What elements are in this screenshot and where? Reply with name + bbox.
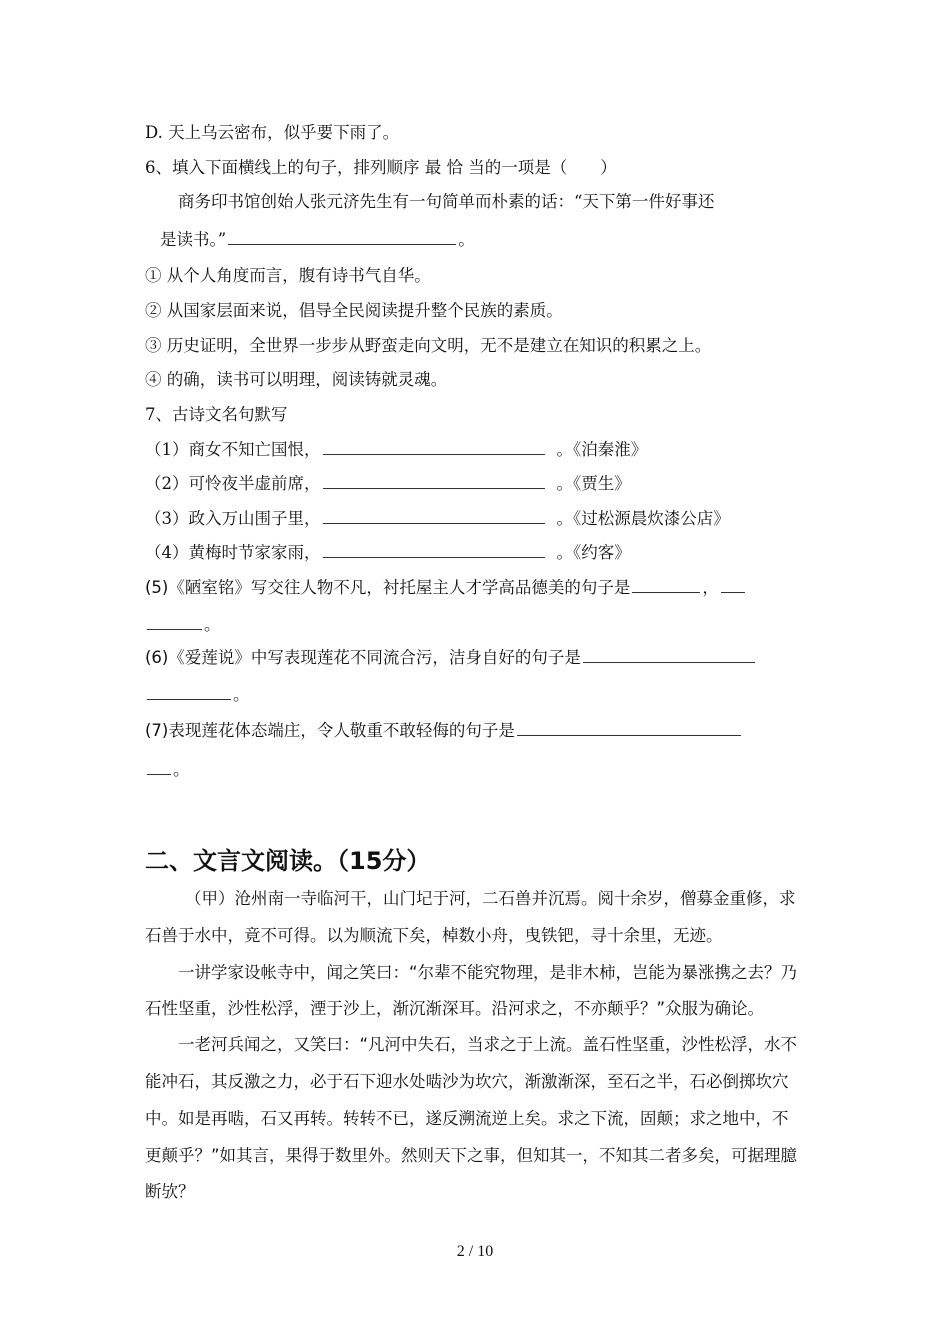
answer-blank[interactable] xyxy=(323,541,545,558)
item-period: 。 xyxy=(173,760,190,779)
item-prompt: （2）可怜夜半虚前席， xyxy=(145,474,321,493)
answer-blank[interactable] xyxy=(323,438,545,455)
item-source: 。《泊秦淮》 xyxy=(556,440,648,459)
answer-blank[interactable] xyxy=(147,758,171,775)
question-6-passage-line2 xyxy=(160,228,475,251)
question-6-option-1: ① 从个人角度而言，腹有诗书气自华。 xyxy=(145,266,431,285)
answer-blank[interactable] xyxy=(147,613,202,630)
item-prompt: （4）黄梅时节家家雨， xyxy=(145,543,321,562)
item-period: 。 xyxy=(233,685,250,704)
question-7-item-3 xyxy=(145,507,730,530)
answer-blank[interactable] xyxy=(632,576,700,593)
passage-p2-line2: 石性坚重，沙性松浮，湮于沙上，渐沉渐深耳。沿河求之，不亦颠乎？”众服为确论。 xyxy=(145,999,765,1018)
option-d: D. 天上乌云密布，似乎要下雨了。 xyxy=(145,123,400,142)
passage-p3-line3: 中。如是再啮，石又再转。转转不已，遂反溯流逆上矣。求之下流，固颠；求之地中，不 xyxy=(145,1109,789,1128)
question-6-title: 6、填入下面横线上的句子，排列顺序 最 恰 当的一项是（ ） xyxy=(145,158,617,177)
question-7-item-5 xyxy=(145,576,747,599)
item-prompt: (5)《陋室铭》写交往人物不凡，衬托屋主人才学高品德美的句子是 xyxy=(145,578,631,597)
question-7-item-4 xyxy=(145,541,631,564)
answer-blank[interactable] xyxy=(721,576,745,593)
passage-p1-line2: 石兽于水中，竟不可得。以为顺流下矣，棹数小舟，曳铁钯，寻十余里，无迹。 xyxy=(145,926,723,945)
question-6-passage-line1: 商务印书馆创始人张元济先生有一句简单而朴素的话：“天下第一件好事还 xyxy=(178,192,715,211)
passage-p1-line1: （甲）沧州南一寺临河干，山门圮于河，二石兽并沉焉。阅十余岁，僧募金重修，求 xyxy=(185,889,796,908)
passage-p3-line5: 断欤？ xyxy=(145,1182,195,1201)
answer-blank[interactable] xyxy=(147,683,231,700)
answer-blank[interactable] xyxy=(228,228,456,245)
page-number: 2 / 10 xyxy=(456,1243,494,1260)
answer-blank[interactable] xyxy=(323,472,545,489)
question-6-option-2: ② 从国家层面来说，倡导全民阅读提升整个民族的素质。 xyxy=(145,301,563,320)
item-prompt: （1）商女不知亡国恨， xyxy=(145,440,321,459)
question-6-option-3: ③ 历史证明，全世界一步步从野蛮走向文明，无不是建立在知识的积累之上。 xyxy=(145,336,712,355)
item-source: 。《贾生》 xyxy=(556,474,631,493)
question-7-item-5-cont xyxy=(145,613,221,636)
passage-p2-line1: 一讲学家设帐寺中，闻之笑曰：“尔辈不能究物理，是非木柿，岂能为暴涨携之去？乃 xyxy=(178,963,798,982)
item-source: 。《过松源晨炊漆公店》 xyxy=(556,509,730,528)
item-source: 。《约客》 xyxy=(556,543,631,562)
passage-period: 。 xyxy=(458,230,475,249)
question-6-option-4: ④ 的确，读书可以明理，阅读铸就灵魂。 xyxy=(145,370,448,389)
question-7-item-6-cont xyxy=(145,683,250,706)
item-period: 。 xyxy=(204,615,221,634)
question-7-item-1 xyxy=(145,438,647,461)
question-7-item-2 xyxy=(145,472,631,495)
answer-blank[interactable] xyxy=(583,646,755,663)
item-prompt: (7)表现莲花体态端庄，令人敬重不敢轻侮的句子是 xyxy=(145,721,515,740)
question-7-title: 7、古诗文名句默写 xyxy=(145,405,288,424)
question-7-item-6 xyxy=(145,646,757,669)
passage-p3-line4: 更颠乎？”如其言，果得于数里外。然则天下之事，但知其一，不知其二者多矣，可据理臆 xyxy=(145,1146,798,1165)
passage-text: 是读书。” xyxy=(160,230,227,249)
answer-blank[interactable] xyxy=(323,507,545,524)
item-comma: ， xyxy=(702,578,719,597)
item-prompt: （3）政入万山围子里， xyxy=(145,509,321,528)
passage-p3-line1: 一老河兵闻之，又笑曰：“凡河中失石，当求之于上流。盖石性坚重，沙性松浮，水不 xyxy=(178,1035,798,1054)
item-prompt: (6)《爱莲说》中写表现莲花不同流合污，洁身自好的句子是 xyxy=(145,648,581,667)
answer-blank[interactable] xyxy=(517,719,741,736)
question-7-item-7 xyxy=(145,719,743,742)
section-2-heading: 二、文言文阅读。（15分） xyxy=(145,847,431,875)
question-7-item-7-cont xyxy=(145,758,190,781)
passage-p3-line2: 能冲石，其反激之力，必于石下迎水处啮沙为坎穴，渐激渐深，至石之半，石必倒掷坎穴 xyxy=(145,1072,789,1091)
